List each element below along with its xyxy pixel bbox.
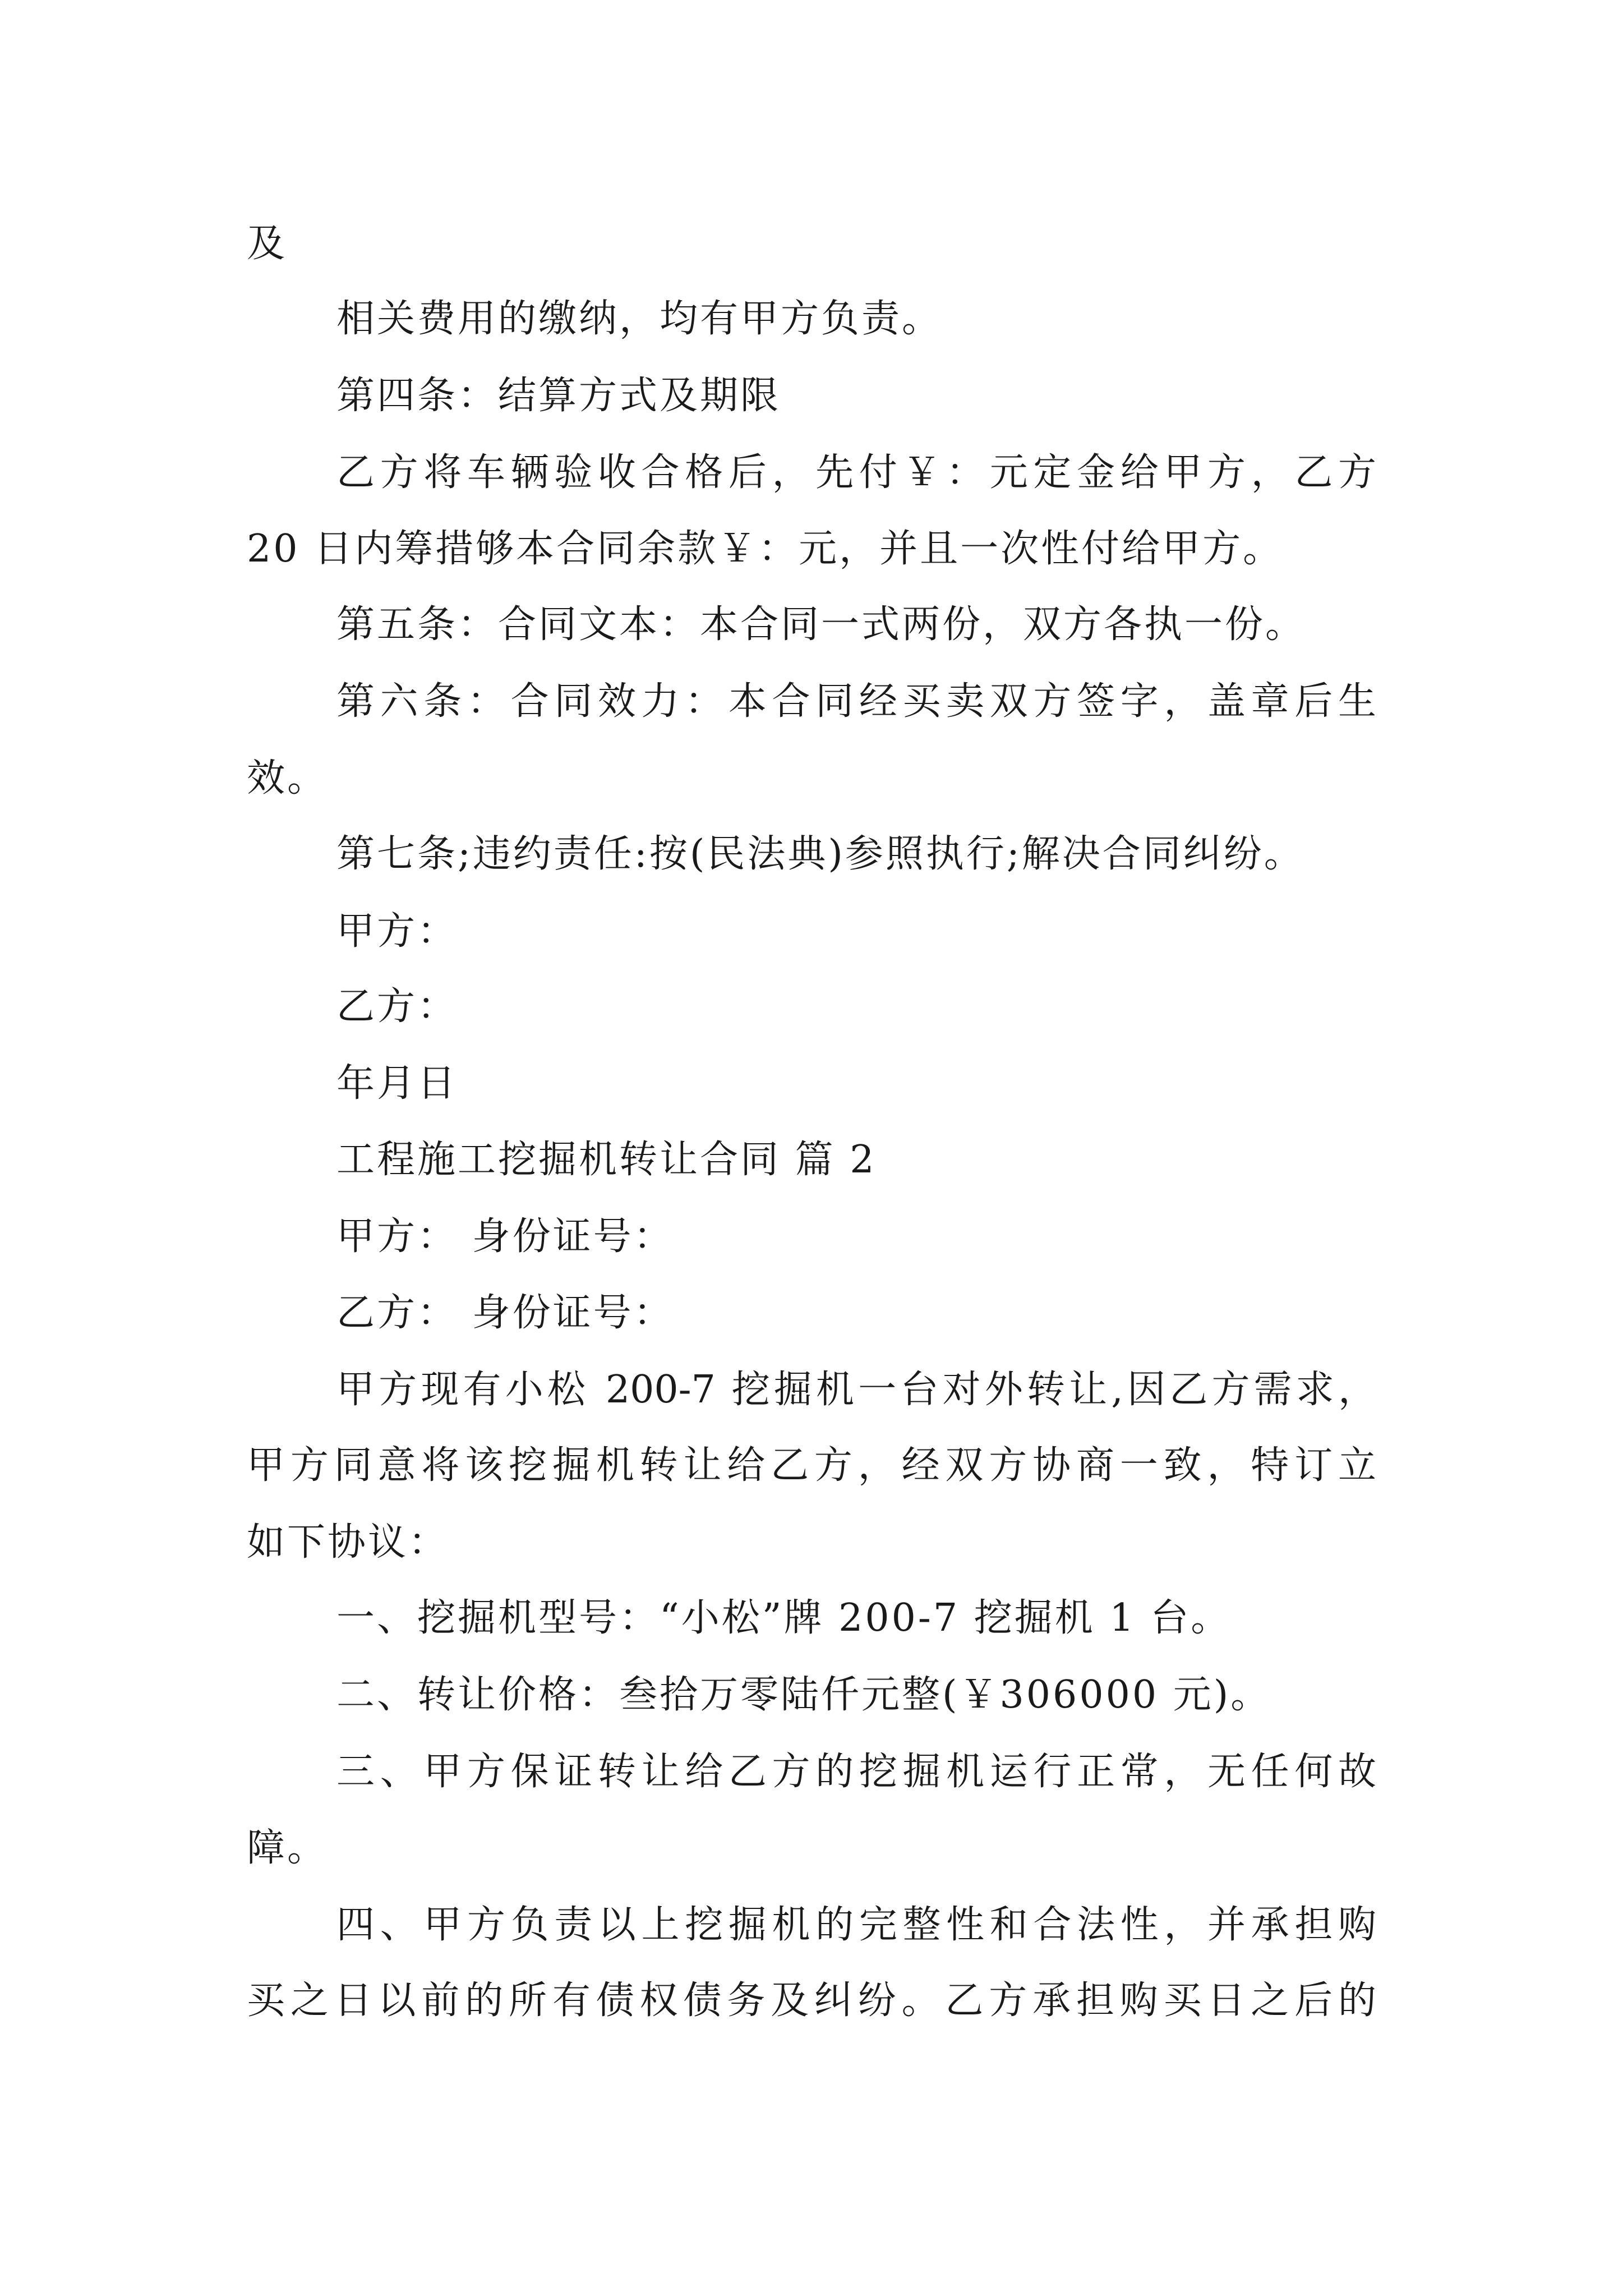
text-line-17: 甲方同意将该挖掘机转让给乙方，经双方协商一致，特订立 bbox=[247, 1443, 1376, 1488]
text-line-3: 第四条：结算方式及期限 bbox=[336, 374, 781, 418]
text-line-8: 效。 bbox=[247, 756, 328, 800]
text-line-7: 第六条：合同效力：本合同经买卖双方签字，盖章后生 bbox=[336, 679, 1376, 724]
text-line-5: 20 日内筹措够本合同余款￥：元，并且一次性付给甲方。 bbox=[247, 527, 1284, 571]
text-line-23: 四、甲方负责以上挖掘机的完整性和合法性，并承担购 bbox=[336, 1903, 1376, 1947]
section-heading: 工程施工挖掘机转让合同 篇 2 bbox=[336, 1138, 877, 1182]
text-line-1: 及 bbox=[247, 222, 288, 266]
text-line-6: 第五条：合同文本：本合同一式两份，双方各执一份。 bbox=[336, 602, 1306, 647]
text-line-4: 乙方将车辆验收合格后，先付￥：元定金给甲方，乙方 bbox=[336, 450, 1376, 495]
text-line-19: 一、挖掘机型号：“小松”牌 200-7 挖掘机 1 台。 bbox=[336, 1596, 1232, 1640]
text-line-22: 障。 bbox=[247, 1826, 328, 1870]
text-line-12: 年月日 bbox=[336, 1061, 458, 1106]
text-line-24: 买之日以前的所有债权债务及纠纷。乙方承担购买日之后的 bbox=[247, 1978, 1376, 2023]
text-line-14: 甲方： 身份证号： bbox=[336, 1214, 674, 1259]
text-line-15: 乙方： 身份证号： bbox=[336, 1291, 674, 1335]
text-line-16: 甲方现有小松 200-7 挖掘机一台对外转让,因乙方需求， bbox=[336, 1368, 1376, 1412]
text-line-18: 如下协议： bbox=[247, 1520, 449, 1565]
text-line-2: 相关费用的缴纳，均有甲方负责。 bbox=[336, 297, 943, 341]
text-line-20: 二、转让价格：叁拾万零陆仟元整(￥306000 元)。 bbox=[336, 1673, 1271, 1717]
text-line-10: 甲方： bbox=[336, 909, 458, 954]
text-line-21: 三、甲方保证转让给乙方的挖掘机运行正常，无任何故 bbox=[336, 1750, 1376, 1794]
text-line-9: 第七条;违约责任:按(民法典)参照执行;解决合同纠纷。 bbox=[336, 832, 1304, 876]
text-line-11: 乙方： bbox=[336, 984, 458, 1029]
